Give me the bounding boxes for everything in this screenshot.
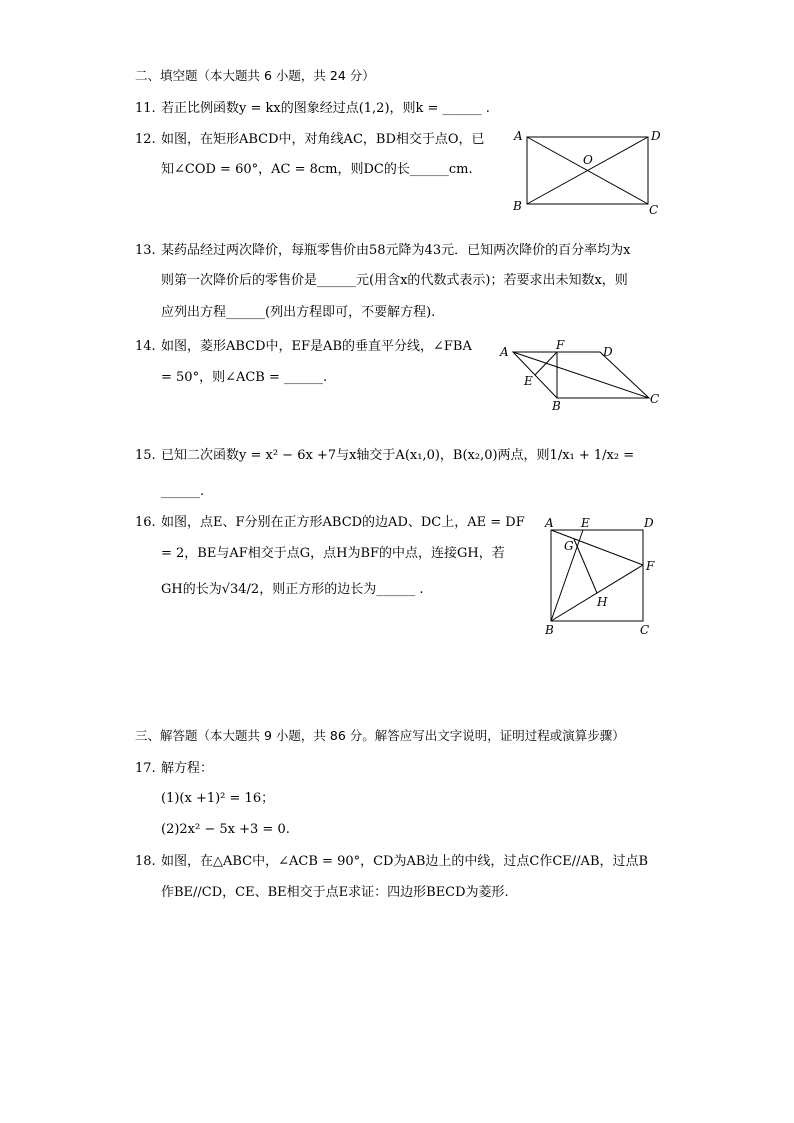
question-18-line1: 如图，在△ABC中，∠ACB = 90°，CD为AB边上的中线，过点C作CE//AB，过点B <box>161 854 649 869</box>
figure-label: F <box>646 559 655 573</box>
figure-label: H <box>597 595 608 609</box>
question-11-text: 若正比例函数y = kx的图象经过点(1,2)，则k = ______ . <box>161 101 490 116</box>
question-17-part2: (2)2x² − 5x +3 = 0. <box>161 822 290 837</box>
question-number: 13. <box>135 243 156 258</box>
question-12-line1: 如图，在矩形ABCD中，对角线AC，BD相交于点O，已 <box>161 132 485 147</box>
figure-label: O <box>583 153 593 167</box>
question-17-text: 解方程： <box>161 761 214 776</box>
figure-label: C <box>650 392 660 406</box>
question-14-line1: 如图，菱形ABCD中，EF是AB的垂直平分线，∠FBA <box>161 339 472 354</box>
section-heading-solutions: 三、解答题（本大题共 9 小题，共 86 分。解答应写出文字说明，证明过程或演算步骤） <box>135 728 625 743</box>
figure-label: B <box>545 623 554 637</box>
question-number: 11. <box>135 101 156 116</box>
question-number: 18. <box>135 854 156 869</box>
figure-label: A <box>514 129 523 143</box>
question-13-line3: 应列出方程______(列出方程即可，不要解方程). <box>161 305 436 320</box>
figure-label: B <box>513 199 522 213</box>
figure-label: G <box>564 539 574 553</box>
question-number: 14. <box>135 339 156 354</box>
section-heading-fill-in: 二、填空题（本大题共 6 小题，共 24 分） <box>135 68 375 83</box>
question-number: 16. <box>135 515 156 530</box>
figure-label: E <box>524 374 533 388</box>
question-14-line2: = 50°，则∠ACB = ______. <box>161 370 328 385</box>
figure-label: D <box>603 345 613 359</box>
figure-label: D <box>651 129 661 143</box>
figure-label: B <box>552 399 561 413</box>
figure-label: F <box>556 338 565 352</box>
question-12-line2: 知∠COD = 60°，AC = 8cm，则DC的长______cm. <box>161 162 473 177</box>
figure-label: E <box>581 516 590 530</box>
question-number: 12. <box>135 132 156 147</box>
question-18-line2: 作BE//CD，CE、BE相交于点E求证：四边形BECD为菱形. <box>161 885 509 900</box>
question-15-line2: ______. <box>161 484 205 499</box>
figure-label: A <box>545 516 554 530</box>
question-17-part1: (1)(x +1)² = 16； <box>161 791 275 806</box>
figure-label: A <box>500 345 509 359</box>
question-16-line2: = 2，BE与AF相交于点G，点H为BF的中点，连接GH，若 <box>161 546 505 561</box>
figure-label: C <box>640 623 650 637</box>
question-13-line2: 则第一次降价后的零售价是______元(用含x的代数式表示)；若要求出未知数x，则 <box>161 273 628 288</box>
figure-label: D <box>644 516 654 530</box>
question-15-line1: 已知二次函数y = x² − 6x +7与x轴交于A(x₁,0)，B(x₂,0)两点，则1/x₁ + 1/x₂ = <box>161 448 635 463</box>
question-number: 17. <box>135 761 156 776</box>
question-16-line3: GH的长为√34/2，则正方形的边长为______ . <box>161 582 424 597</box>
question-13-line1: 某药品经过两次降价，每瓶零售价由58元降为43元．已知两次降价的百分率均为x <box>161 243 631 258</box>
question-number: 15. <box>135 448 156 463</box>
figure-label: C <box>649 203 659 217</box>
question-16-line1: 如图，点E、F分别在正方形ABCD的边AD、DC上，AE = DF <box>161 515 525 530</box>
